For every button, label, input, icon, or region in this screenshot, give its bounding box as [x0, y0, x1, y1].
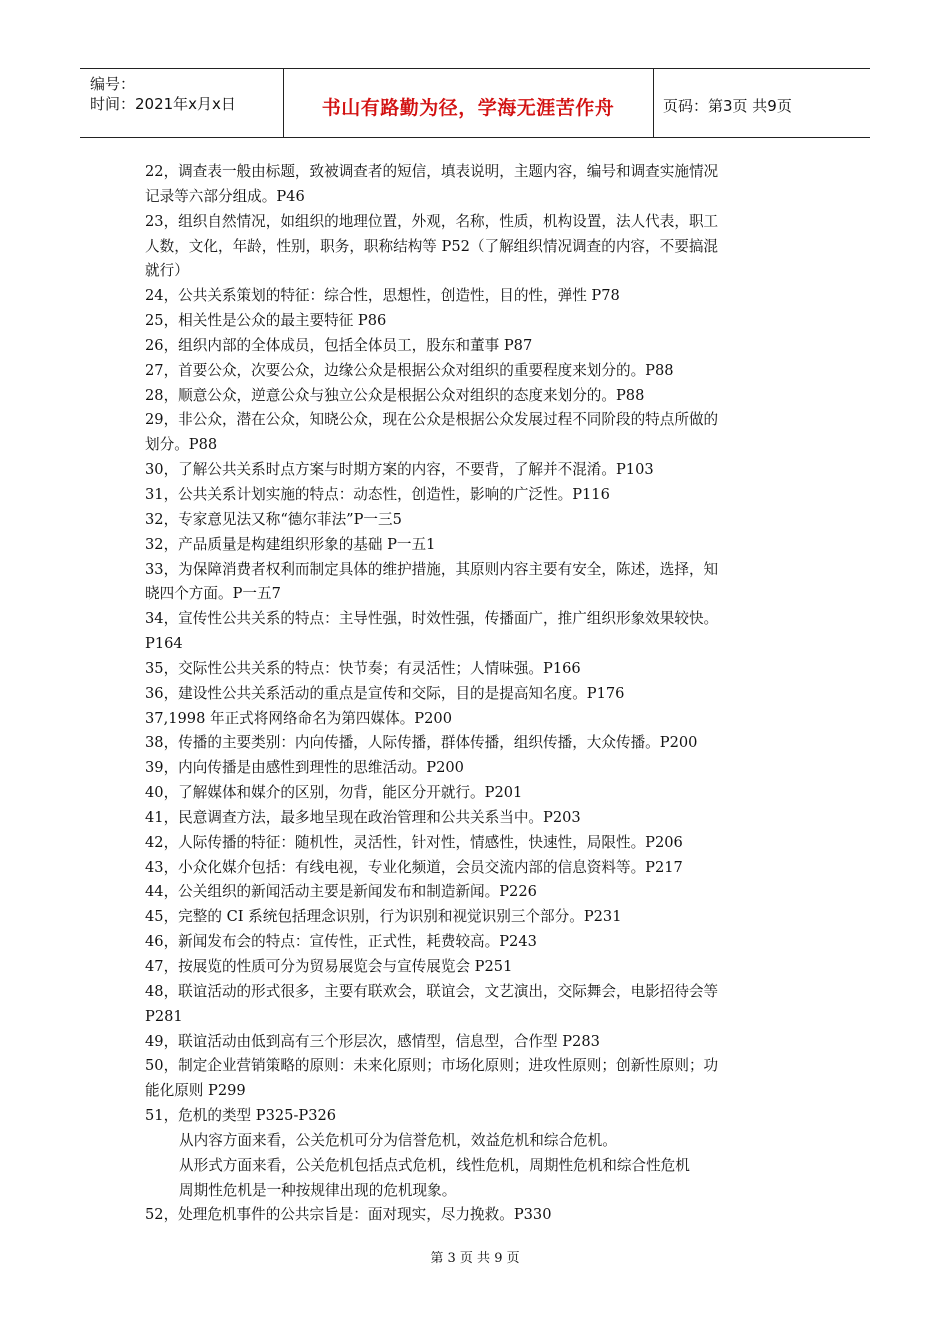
text-line: 34，宣传性公共关系的特点：主导性强，时效性强，传播面广，推广组织形象效果较快。	[145, 610, 719, 628]
text-line: 40，了解媒体和媒介的区别，勿背，能区分开就行。P201	[145, 784, 523, 802]
text-line: 23，组织自然情况，如组织的地理位置，外观，名称，性质，机构设置，法人代表，职工	[145, 212, 719, 230]
header-motto-cell	[283, 69, 654, 137]
text-line: 38，传播的主要类别：内向传播，人际传播，群体传播，组织传播，大众传播。P200	[145, 734, 698, 752]
text-line: 从内容方面来看，公关危机可分为信誉危机，效益危机和综合危机。	[179, 1131, 617, 1149]
text-line: 41，民意调查方法，最多地呈现在政治管理和公共关系当中。P203	[145, 808, 581, 826]
text-line: 43，小众化媒介包括：有线电视，专业化频道，会员交流内部的信息资料等。P217	[145, 858, 683, 876]
text-line: 44，公关组织的新闻活动主要是新闻发布和制造新闻。P226	[145, 883, 537, 901]
text-line: 50，制定企业营销策略的原则：未来化原则；市场化原则；进攻性原则；创新性原则；功	[145, 1057, 719, 1075]
text-line: 33，为保障消费者权利而制定具体的维护措施，其原则内容主要有安全，陈述，选择，知	[145, 560, 719, 578]
page-code: 页码：第3页 共9页	[663, 97, 792, 115]
header-page-cell	[653, 69, 870, 137]
text-line: P281	[145, 1007, 183, 1025]
text-line: 39，内向传播是由感性到理性的思维活动。P200	[145, 759, 464, 777]
text-line: 记录等六部分组成。P46	[145, 187, 305, 205]
text-line: 晓四个方面。P一五7	[145, 585, 281, 603]
page-header	[80, 68, 870, 138]
text-line: 22，调查表一般由标题，致被调查者的短信，填表说明，主题内容，编号和调查实施情况	[145, 163, 719, 180]
text-line: 周期性危机是一种按规律出现的危机现象。	[179, 1181, 457, 1199]
text-line: 47，按展览的性质可分为贸易展览会与宣传展览会 P251	[145, 958, 513, 975]
text-line: 31，公共关系计划实施的特点：动态性，创造性，影响的广泛性。P116	[145, 485, 610, 503]
date-line: 时间：2021年x月x日	[90, 95, 236, 113]
document-body	[145, 160, 825, 1228]
text-line: 46，新闻发布会的特点：宣传性，正式性，耗费较高。P243	[145, 933, 537, 951]
text-line: 划分。P88	[145, 436, 218, 454]
text-line: P164	[145, 635, 183, 653]
motto: 书山有路勤为径，学海无涯苦作舟	[321, 97, 615, 119]
page-footer: 第 3 页 共 9 页	[430, 1251, 520, 1266]
text-line: 28，顺意公众，逆意公众与独立公众是根据公众对组织的态度来划分的。P88	[145, 386, 645, 404]
text-line: 27，首要公众，次要公众，边缘公众是根据公众对组织的重要程度来划分的。P88	[145, 361, 674, 379]
text-line: 32，产品质量是构建组织形象的基础 P一五1	[145, 535, 436, 553]
text-line: 30，了解公共关系时点方案与时期方案的内容，不要背，了解并不混淆。P103	[145, 461, 654, 479]
header-meta-cell	[80, 69, 284, 137]
text-line: 49，联谊活动由低到高有三个形层次，感情型，信息型，合作型 P283	[145, 1032, 600, 1050]
text-line: 25，相关性是公众的最主要特征 P86	[145, 312, 387, 330]
text-line: 26，组织内部的全体成员，包括全体员工，股东和董事 P87	[145, 336, 533, 354]
text-line: 能化原则 P299	[145, 1082, 246, 1100]
text-line: 从形式方面来看，公关危机包括点式危机，线性危机，周期性危机和综合性危机	[179, 1156, 690, 1174]
text-line: 35，交际性公共关系的特点：快节奏；有灵活性；人情味强。P166	[145, 659, 581, 677]
text-line: 24，公共关系策划的特征：综合性，思想性，创造性，目的性，弹性 P78	[145, 287, 620, 305]
text-line: 37,1998 年正式将网络命名为第四媒体。P200	[145, 709, 452, 727]
text-line: 51，危机的类型 P325-P326	[145, 1107, 337, 1125]
text-line: 32，专家意见法又称“德尔菲法”P一三5	[145, 510, 402, 528]
text-line: 45，完整的 CI 系统包括理念识别，行为识别和视觉识别三个部分。P231	[145, 908, 622, 926]
text-line: 人数，文化，年龄，性别，职务，职称结构等 P52（了解组织情况调查的内容，不要搞混	[145, 237, 719, 255]
text-line: 42，人际传播的特征：随机性，灵活性，针对性，情感性，快速性，局限性。P206	[145, 833, 683, 851]
number-label: 编号：	[90, 75, 136, 93]
text-line: 36，建设性公共关系活动的重点是宣传和交际，目的是提高知名度。P176	[145, 684, 625, 702]
text-line: 就行）	[145, 262, 189, 280]
text-line: 48，联谊活动的形式很多，主要有联欢会，联谊会，文艺演出，交际舞会，电影招待会等	[145, 982, 719, 1000]
text-line: 29，非公众，潜在公众，知晓公众，现在公众是根据公众发展过程不同阶段的特点所做的	[145, 411, 719, 429]
text-line: 52，处理危机事件的公共宗旨是：面对现实，尽力挽救。P330	[145, 1206, 552, 1224]
